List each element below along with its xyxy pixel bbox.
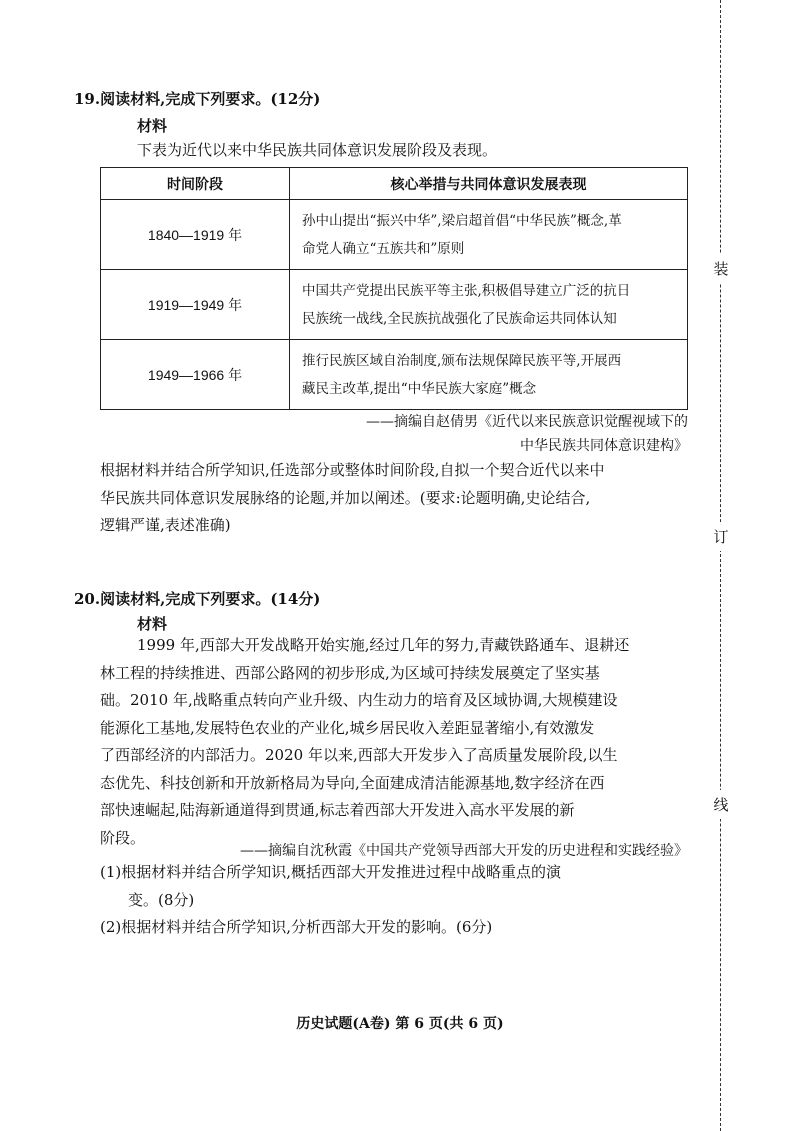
body-line: 阶段。: [100, 828, 146, 847]
column-header-period: 时间阶段: [101, 168, 290, 200]
period-cell: 1949—1966 年: [101, 340, 290, 410]
body-line: 1999 年,西部大开发战略开始实施,经过几年的努力,青藏铁路通车、退耕还: [137, 636, 630, 654]
q19-task-text: [100, 457, 605, 540]
table-row: [101, 270, 688, 340]
table-row: [101, 200, 688, 270]
body-line: 能源化工基地,发展特色农业的产业化,城乡居民收入差距显著缩小,有效激发: [100, 718, 595, 737]
sub-question-line: (2)根据材料并结合所学知识,分析西部大开发的影响。(6分): [100, 918, 493, 936]
period-cell: 1840—1919 年: [101, 200, 290, 270]
description-line: 推行民族区域自治制度,颁布法规保障民族平等,开展西: [302, 352, 622, 369]
period-cell: 1919—1949 年: [101, 270, 290, 340]
binding-char-xian: 线: [710, 790, 732, 819]
column-header-description: 核心举措与共同体意识发展表现: [290, 168, 688, 200]
stage-table: [100, 167, 688, 410]
description-cell: [290, 270, 688, 340]
task-line: 根据材料并结合所学知识,任选部分或整体时间阶段,自拟一个契合近代以来中: [100, 461, 605, 479]
sub-question-line: (1)根据材料并结合所学知识,概括西部大开发推进过程中战略重点的演: [100, 863, 562, 881]
q20-material-body: [100, 632, 629, 852]
task-line: 华民族共同体意识发展脉络的论题,并加以阐述。(要求:论题明确,史论结合,: [100, 488, 591, 507]
task-line: 逻辑严谨,表述准确): [100, 516, 231, 534]
q19-material-label: 材料: [137, 117, 168, 135]
body-line: 态优先、科技创新和开放新格局为导向,全面建成清洁能源基地,数字经济在西: [100, 773, 605, 792]
sub-question-line: 变。(8分): [128, 890, 195, 909]
description-line: 中国共产党提出民族平等主张,积极倡导建立广泛的抗日: [302, 282, 631, 299]
description-cell: [290, 340, 688, 410]
binding-char-zhuang: 装: [710, 254, 732, 283]
body-line: 了西部经济的内部活力。2020 年以来,西部大开发步入了高质量发展阶段,以生: [100, 746, 618, 764]
q20-source-citation: ——摘编自沈秋霞《中国共产党领导西部大开发的历史进程和实践经验》: [240, 843, 688, 859]
description-line: 命党人确立“五族共和”原则: [302, 240, 465, 257]
question-20-title: 20.阅读材料,完成下列要求。(14分): [74, 590, 321, 608]
description-cell: [290, 200, 688, 270]
question-19-title: 19.阅读材料,完成下列要求。(12分): [74, 90, 321, 108]
description-line: 孙中山提出“振兴中华”,梁启超首倡“中华民族”概念,革: [302, 212, 622, 229]
table-row: [101, 340, 688, 410]
table-header-row: [101, 168, 688, 200]
body-line: 部快速崛起,陆海新通道得到贯通,标志着西部大开发进入高水平发展的新: [100, 801, 575, 819]
q19-source-citation: [366, 410, 688, 458]
q20-material-label: 材料: [137, 615, 168, 633]
body-line: 础。2010 年,战略重点转向产业升级、内生动力的培育及区域协调,大规模建设: [100, 691, 618, 709]
q19-table-intro: 下表为近代以来中华民族共同体意识发展阶段及表现。: [137, 141, 498, 159]
citation-line: 中华民族共同体意识建构》: [520, 438, 688, 454]
body-line: 林工程的持续推进、西部公路网的初步形成,为区域可持续发展奠定了坚实基: [100, 663, 600, 682]
binding-char-ding: 订: [710, 522, 732, 551]
citation-line: ——摘编自赵倩男《近代以来民族意识觉醒视域下的: [366, 414, 688, 430]
q20-questions: [100, 859, 561, 942]
page-footer: 历史试题(A卷) 第 6 页(共 6 页): [296, 1016, 504, 1032]
binding-dashed-line: [720, 0, 721, 1131]
description-line: 民族统一战线,全民族抗战强化了民族命运共同体认知: [302, 310, 617, 327]
description-line: 藏民主改革,提出“中华民族大家庭”概念: [302, 380, 537, 397]
